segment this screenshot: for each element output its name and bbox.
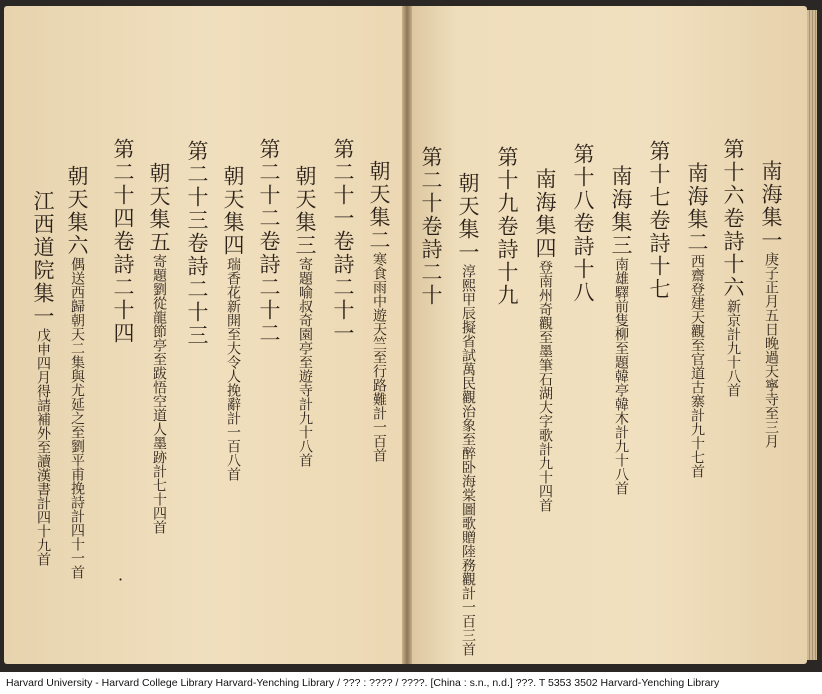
- page-edges: [807, 10, 817, 660]
- right-col-4: 第十七卷詩十七: [647, 140, 671, 301]
- left-col-4: 第二十二卷詩二十二: [257, 138, 281, 345]
- right-col-5: 南海集三南雄驛前隻柳至題韓亭韓木計九十八首: [609, 165, 633, 495]
- right-col-10: 第二十卷詩二十: [419, 146, 443, 307]
- right-col-3: 南海集二西齋登建天觀至官道古寨計九十七首: [685, 162, 709, 478]
- left-col-3: 朝天集三寄題喻叔奇園亭至遊寺計九十八首: [293, 165, 317, 467]
- right-col-2: 第十六卷詩十六新京計九十八首: [721, 138, 745, 397]
- left-col-7: 朝天集五寄題劉從龍節亭至跋悟空道人墨跡計七十四首: [147, 162, 171, 534]
- right-col-8: 第十九卷詩十九: [495, 146, 519, 307]
- right-col-1: 南海集一庚子正月五日晚過天寧寺至三月: [759, 160, 783, 448]
- left-col-8: 第二十四卷詩二十四: [111, 138, 135, 345]
- left-col-2: 第二十一卷詩二十一: [331, 138, 355, 345]
- book-gutter: [402, 6, 412, 664]
- left-col-5: 朝天集四瑞香花新開至大令人挽辭計一百八首: [221, 165, 245, 481]
- right-col-7: 南海集四登南州奇觀至墨筆石湖大字歌計九十四首: [533, 168, 557, 512]
- left-col-9: 朝天集六偶送西歸朝天二集與尤延之至劉平甫挽詩計四十一首: [65, 165, 89, 579]
- source-caption: Harvard University - Harvard College Library Harvard-Yenching Library / ??? : ???? / ????. [China : s.n., n.d.] ???. T 5353 3502 Harvard-Yenching Library: [6, 677, 720, 689]
- left-col-6: 第二十三卷詩二十三: [185, 140, 209, 347]
- right-col-9: 朝天集一淳熙甲辰擬省試萬民觀治象至醉卧海棠圖歌贈陸務觀計一百三首: [456, 172, 480, 656]
- left-col-1: 朝天集二寒食雨中遊天竺至行路難計一百首: [367, 160, 391, 462]
- ink-mark: ·: [118, 570, 124, 589]
- left-col-10: 江西道院集一戊申四月得請補外至讀漢書計四十九首: [31, 190, 55, 566]
- right-col-6: 第十八卷詩十八: [571, 143, 595, 304]
